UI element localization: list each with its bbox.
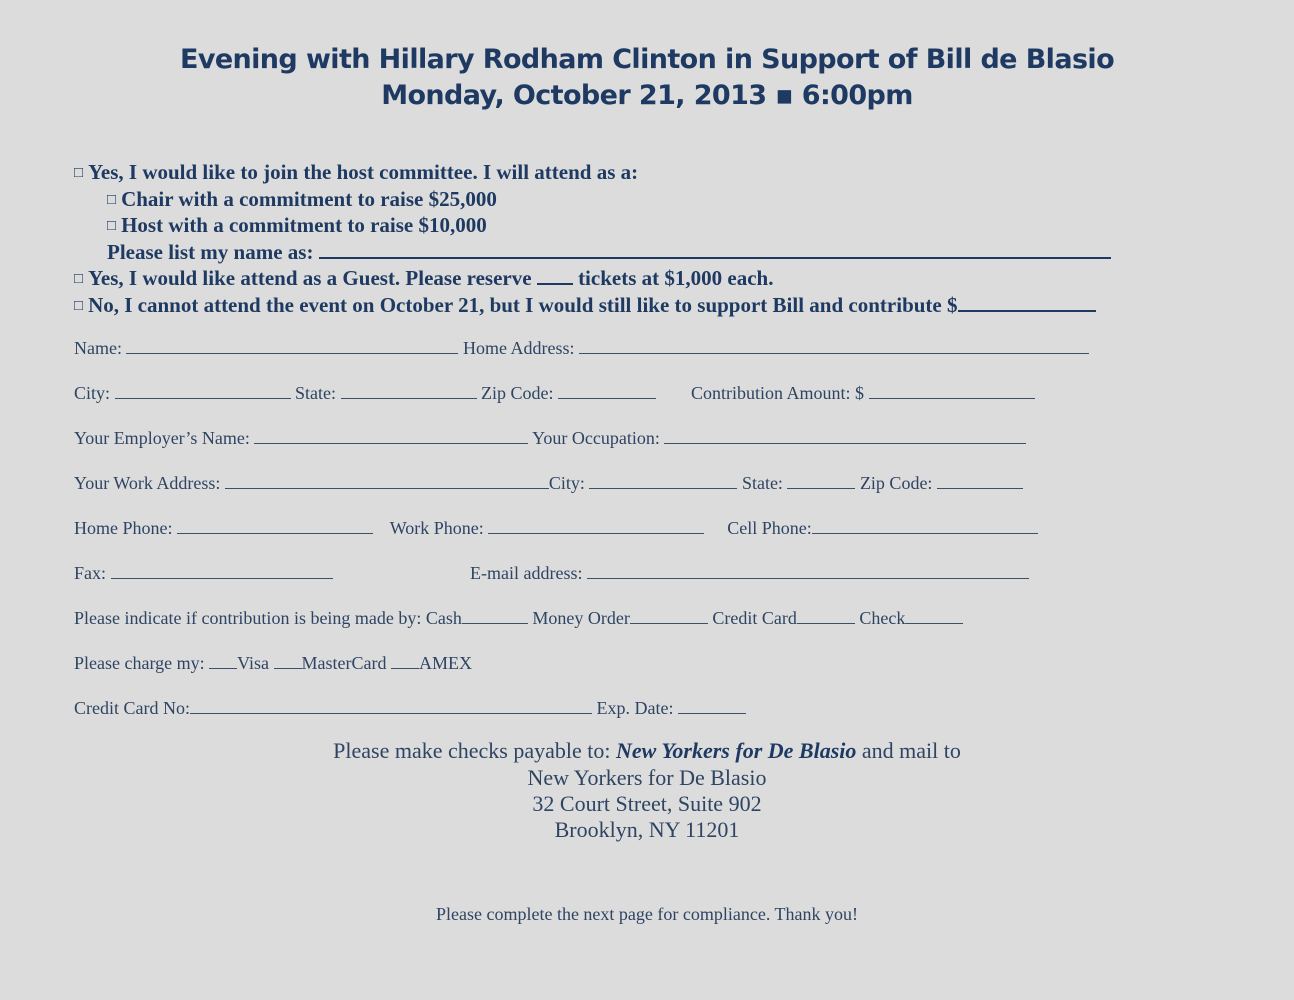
checkbox-icon[interactable]: □ bbox=[74, 271, 84, 287]
zip-field[interactable] bbox=[558, 382, 656, 399]
guest-option bbox=[74, 265, 773, 291]
ticket-count-blank[interactable] bbox=[537, 265, 573, 285]
compliance-note: Please complete the next page for compliance. Thank you! bbox=[435, 904, 858, 924]
payment-method-row bbox=[74, 607, 963, 629]
contribution-field[interactable] bbox=[869, 382, 1035, 399]
state-label: State: bbox=[295, 383, 337, 403]
card-no-label: Credit Card No: bbox=[74, 698, 190, 718]
cell-phone-field[interactable] bbox=[812, 517, 1038, 534]
amex-label: AMEX bbox=[419, 653, 473, 673]
city-field[interactable] bbox=[115, 382, 291, 399]
cell-phone-label: Cell Phone: bbox=[727, 518, 812, 538]
host-option bbox=[107, 213, 487, 238]
name-label: Name: bbox=[74, 338, 122, 358]
email-row bbox=[470, 562, 1029, 584]
home-address-label: Home Address: bbox=[462, 338, 575, 358]
exp-date-label: Exp. Date: bbox=[596, 698, 674, 718]
email-field[interactable] bbox=[587, 562, 1029, 579]
work-city-field[interactable] bbox=[589, 472, 737, 489]
guest-label-post: tickets at $1,000 each. bbox=[578, 266, 774, 290]
visa-label: Visa bbox=[237, 653, 270, 673]
work-city-label: City: bbox=[548, 473, 585, 493]
method-prompt: Please indicate if contribution is being made by: bbox=[74, 608, 422, 628]
amex-field[interactable] bbox=[391, 652, 419, 669]
home-phone-label: Home Phone: bbox=[74, 518, 173, 538]
mail-address-line3: Brooklyn, NY 11201 bbox=[554, 817, 740, 842]
event-date: Monday, October 21, 2013 ▪ 6:00pm bbox=[381, 80, 913, 111]
credit-card-field[interactable] bbox=[797, 607, 855, 624]
charge-prompt: Please charge my: bbox=[74, 653, 205, 673]
mastercard-field[interactable] bbox=[274, 652, 302, 669]
check-field[interactable] bbox=[905, 607, 963, 624]
mail-address-line1: New Yorkers for De Blasio bbox=[527, 765, 767, 790]
decline-option bbox=[74, 292, 1096, 318]
card-row bbox=[74, 697, 746, 719]
checks-pre: Please make checks payable to: bbox=[333, 738, 611, 763]
city-label: City: bbox=[74, 383, 111, 403]
contribution-label: Contribution Amount: $ bbox=[691, 383, 865, 403]
checks-post: and mail to bbox=[861, 738, 961, 763]
chair-option bbox=[107, 187, 497, 212]
exp-date-field[interactable] bbox=[678, 697, 746, 714]
mail-address-line2: 32 Court Street, Suite 902 bbox=[532, 791, 762, 816]
work-phone-field[interactable] bbox=[488, 517, 704, 534]
work-address-row bbox=[74, 472, 1023, 494]
work-zip-field[interactable] bbox=[937, 472, 1023, 489]
check-label: Check bbox=[859, 608, 906, 628]
checkbox-icon[interactable]: □ bbox=[107, 192, 117, 208]
list-name-blank[interactable] bbox=[319, 239, 1111, 259]
chair-label: Chair with a commitment to raise $25,000 bbox=[121, 187, 497, 211]
employer-row bbox=[74, 427, 1026, 449]
work-state-label: State: bbox=[741, 473, 783, 493]
money-order-field[interactable] bbox=[630, 607, 708, 624]
visa-field[interactable] bbox=[209, 652, 237, 669]
checks-payable-line bbox=[0, 738, 1294, 764]
checkbox-icon[interactable]: □ bbox=[74, 165, 84, 181]
fax-field[interactable] bbox=[111, 562, 333, 579]
host-label: Host with a commitment to raise $10,000 bbox=[121, 213, 487, 237]
work-phone-label: Work Phone: bbox=[389, 518, 484, 538]
credit-card-label: Credit Card bbox=[712, 608, 797, 628]
employer-field[interactable] bbox=[254, 427, 528, 444]
fax-row bbox=[74, 562, 333, 584]
zip-label: Zip Code: bbox=[481, 383, 554, 403]
card-no-field[interactable] bbox=[190, 697, 592, 714]
work-zip-label: Zip Code: bbox=[859, 473, 933, 493]
guest-label-pre: Yes, I would like attend as a Guest. Please reserve bbox=[88, 266, 532, 290]
list-name-row bbox=[107, 239, 1111, 265]
cash-field[interactable] bbox=[462, 607, 528, 624]
host-committee-label: Yes, I would like to join the host committee. I will attend as a: bbox=[88, 160, 639, 184]
contribute-amount-blank[interactable] bbox=[958, 292, 1096, 312]
home-phone-field[interactable] bbox=[177, 517, 373, 534]
work-state-field[interactable] bbox=[787, 472, 855, 489]
list-name-label: Please list my name as: bbox=[107, 240, 314, 264]
state-field[interactable] bbox=[341, 382, 477, 399]
payee-name: New Yorkers for De Blasio bbox=[615, 738, 857, 763]
occupation-field[interactable] bbox=[664, 427, 1026, 444]
fax-label: Fax: bbox=[74, 563, 107, 583]
employer-label: Your Employer’s Name: bbox=[74, 428, 250, 448]
occupation-label: Your Occupation: bbox=[532, 428, 660, 448]
name-row bbox=[74, 337, 1089, 359]
charge-row bbox=[74, 652, 472, 674]
work-address-label: Your Work Address: bbox=[74, 473, 221, 493]
home-address-field[interactable] bbox=[579, 337, 1089, 354]
money-order-label: Money Order bbox=[532, 608, 630, 628]
mastercard-label: MasterCard bbox=[301, 653, 387, 673]
checkbox-icon[interactable]: □ bbox=[107, 218, 117, 234]
work-address-field[interactable] bbox=[225, 472, 549, 489]
host-committee-option bbox=[74, 160, 638, 185]
decline-label: No, I cannot attend the event on October 21, but I would still like to support Bill and contribute $ bbox=[88, 293, 958, 317]
phone-row bbox=[74, 517, 1038, 539]
cash-label: Cash bbox=[425, 608, 462, 628]
checkbox-icon[interactable]: □ bbox=[74, 298, 84, 314]
city-row bbox=[74, 382, 1035, 404]
email-label: E-mail address: bbox=[470, 563, 583, 583]
name-field[interactable] bbox=[126, 337, 458, 354]
event-title: Evening with Hillary Rodham Clinton in Support of Bill de Blasio bbox=[179, 44, 1115, 75]
